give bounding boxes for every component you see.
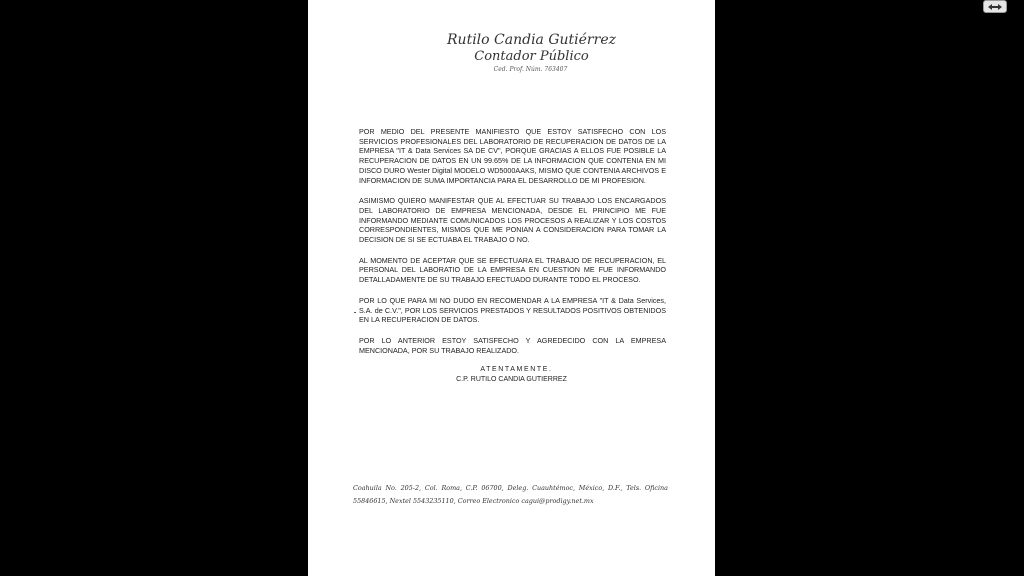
letter-body [359, 127, 666, 366]
document-page [308, 0, 715, 576]
closing-salutation: ATENTAMENTE. [480, 366, 553, 373]
stray-mark [354, 312, 356, 313]
body-paragraph-5: POR LO ANTERIOR ESTOY SATISFECHO Y AGREDECIDO CON LA EMPRESA MENCIONADA, POR SU TRABAJO REALIZADO. [359, 335, 666, 355]
letterhead-cedula: Ced. Prof. Núm. 763407 [493, 66, 568, 73]
closing-signer: C.P. RUTILO CANDIA GUTIERREZ [456, 376, 567, 383]
letterhead-name: Rutilo Candia Gutiérrez [447, 32, 616, 48]
fullscreen-toggle-button[interactable] [983, 0, 1007, 13]
body-paragraph-1: POR MEDIO DEL PRESENTE MANIFIESTO QUE ESTOY SATISFECHO CON LOS SERVICIOS PROFESIONALES DEL LABORATORIO DE RECUPERACION DE DATOS DE LA EMPRESA "IT & Data Services SA DE CV", PORQUE GRACIAS A ELLOS FUE POSIBLE LA RECUPERACION DE DATOS EN UN 99.65% DE LA INFORMACION QUE CONTENIA EN MI DISCO DURO Wester Digital MODELO WD5000AAKS, MISMO QUE CONTENIA ARCHIVOS E INFORMACION DE SUMA IMPORTANCIA PARA EL DESARROLLO DE MI PROFESION. [359, 127, 666, 185]
letterhead-title: Contador Público [474, 49, 589, 64]
closing-block [308, 365, 715, 385]
double-arrow-icon [987, 3, 1003, 11]
body-paragraph-4: POR LO QUE PARA MI NO DUDO EN RECOMENDAR A LA EMPRESA "IT & Data Services, S.A. de C.V.", POR LOS SERVICIOS PRESTADOS Y RESULTADOS POSITIVOS OBTENIDOS EN LA RECUPERACION DE DATOS. [359, 295, 666, 325]
letterhead [308, 32, 715, 74]
footer-address: Coahuila No. 205-2, Col. Roma, C.P. 06700, Deleg. Cuauhtémoc, México, D.F., Tels. Oficina 55846615, Nextel 5543235110, Correo Electronico cagui@prodigy.net.mx [353, 484, 668, 505]
body-paragraph-2: ASIMISMO QUIERO MANIFESTAR QUE AL EFECTUAR SU TRABAJO LOS ENCARGADOS DEL LABORATORIO DE EMPRESA MENCIONADA, DESDE EL PRINCIPIO ME FUE INFORMANDO MEDIANTE COMUNICADOS LOS PROCESOS A REALIZAR Y LOS COSTOS CORRESPONDIENTES, MISMOS QUE ME PONIAN A CONSIDERACION PARA TOMAR LA DECISION DE SI SE ECTUABA EL TRABAJO O NO. [359, 196, 666, 245]
body-paragraph-3: AL MOMENTO DE ACEPTAR QUE SE EFECTUARA EL TRABAJO DE RECUPERACION, EL PERSONAL DEL LABORATIO DE LA EMPRESA EN CUESTION ME FUE INFORMANDO DETALLADAMENTE DE SU TRABAJO EFECTUADO DURANTE TODO EL PROCESO. [359, 255, 666, 285]
